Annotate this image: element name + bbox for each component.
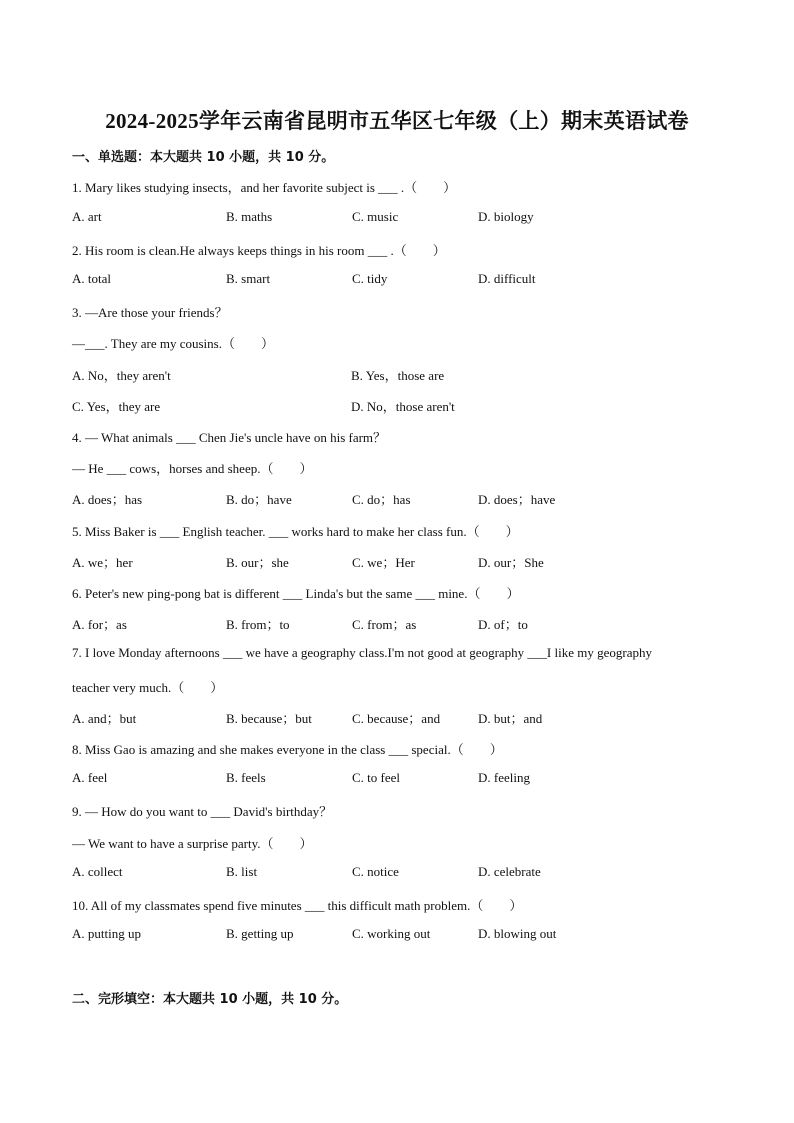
option-d[interactable]: D. difficult	[478, 271, 536, 286]
option-a[interactable]: A. and；but	[72, 711, 137, 726]
section-heading-1: 一、单选题：本大题共 10 小题，共 10 分。	[72, 150, 335, 165]
option-c[interactable]: C. to feel	[352, 770, 401, 785]
option-a[interactable]: A. for；as	[72, 617, 127, 632]
option-c[interactable]: C. we；Her	[352, 555, 415, 570]
option-b[interactable]: B. our；she	[226, 555, 289, 570]
option-d[interactable]: D. of；to	[478, 617, 528, 632]
option-c[interactable]: C. tidy	[352, 271, 388, 286]
option-a[interactable]: A. does；has	[72, 492, 143, 507]
section-heading-2: 二、完形填空：本大题共 10 小题，共 10 分。	[72, 992, 348, 1007]
question-3-line-2: —___. They are my cousins.（ ）	[72, 336, 274, 351]
question-9: 9. — How do you want to ___ David's birthday？	[72, 804, 333, 819]
option-a[interactable]: A. feel	[72, 770, 108, 785]
option-c[interactable]: C. because；and	[352, 711, 441, 726]
option-c[interactable]: C. do；has	[352, 492, 411, 507]
option-a[interactable]: A. total	[72, 271, 111, 286]
option-d[interactable]: D. celebrate	[478, 864, 541, 879]
option-b[interactable]: B. do；have	[226, 492, 292, 507]
option-a[interactable]: A. No，they aren't	[72, 368, 171, 383]
option-d[interactable]: D. our；She	[478, 555, 544, 570]
question-2: 2. His room is clean.He always keeps things in his room ___ .（ ）	[72, 243, 446, 258]
option-c[interactable]: C. music	[352, 209, 399, 224]
page-title: 2024-2025学年云南省昆明市五华区七年级（上）期末英语试卷	[105, 109, 689, 133]
question-4: 4. — What animals ___ Chen Jie's uncle have on his farm？	[72, 430, 387, 445]
option-d[interactable]: D. No，those aren't	[351, 399, 455, 414]
option-c[interactable]: C. from；as	[352, 617, 417, 632]
question-5: 5. Miss Baker is ___ English teacher. ___ works hard to make her class fun.（ ）	[72, 524, 519, 539]
option-c[interactable]: C. notice	[352, 864, 399, 879]
option-c[interactable]: C. working out	[352, 926, 431, 941]
question-1: 1. Mary likes studying insects，and her favorite subject is ___ .（ ）	[72, 180, 457, 195]
option-b[interactable]: B. from；to	[226, 617, 290, 632]
option-b[interactable]: B. feels	[226, 770, 266, 785]
option-b[interactable]: B. maths	[226, 209, 273, 224]
question-7: 7. I love Monday afternoons ___ we have a geography class.I'm not good at geography ___I like my geography	[72, 645, 652, 660]
option-d[interactable]: D. but；and	[478, 711, 543, 726]
option-a[interactable]: A. collect	[72, 864, 123, 879]
option-a[interactable]: A. putting up	[72, 926, 141, 941]
option-b[interactable]: B. list	[226, 864, 258, 879]
option-d[interactable]: D. biology	[478, 209, 534, 224]
option-b[interactable]: B. because；but	[226, 711, 312, 726]
option-c[interactable]: C. Yes，they are	[72, 399, 161, 414]
question-7-line-2: teacher very much.（ ）	[72, 680, 224, 695]
question-8: 8. Miss Gao is amazing and she makes everyone in the class ___ special.（ ）	[72, 742, 503, 757]
option-d[interactable]: D. feeling	[478, 770, 530, 785]
question-10: 10. All of my classmates spend five minutes ___ this difficult math problem.（ ）	[72, 898, 523, 913]
option-d[interactable]: D. blowing out	[478, 926, 557, 941]
question-4-line-2: — He ___ cows，horses and sheep.（ ）	[72, 461, 313, 476]
option-a[interactable]: A. art	[72, 209, 102, 224]
option-d[interactable]: D. does；have	[478, 492, 556, 507]
option-a[interactable]: A. we；her	[72, 555, 133, 570]
question-3: 3. —Are those your friends？	[72, 305, 228, 320]
option-b[interactable]: B. getting up	[226, 926, 294, 941]
question-6: 6. Peter's new ping-pong bat is different ___ Linda's but the same ___ mine.（ ）	[72, 586, 520, 601]
option-b[interactable]: B. Yes，those are	[351, 368, 445, 383]
option-b[interactable]: B. smart	[226, 271, 271, 286]
question-9-line-2: — We want to have a surprise party.（ ）	[72, 836, 313, 851]
